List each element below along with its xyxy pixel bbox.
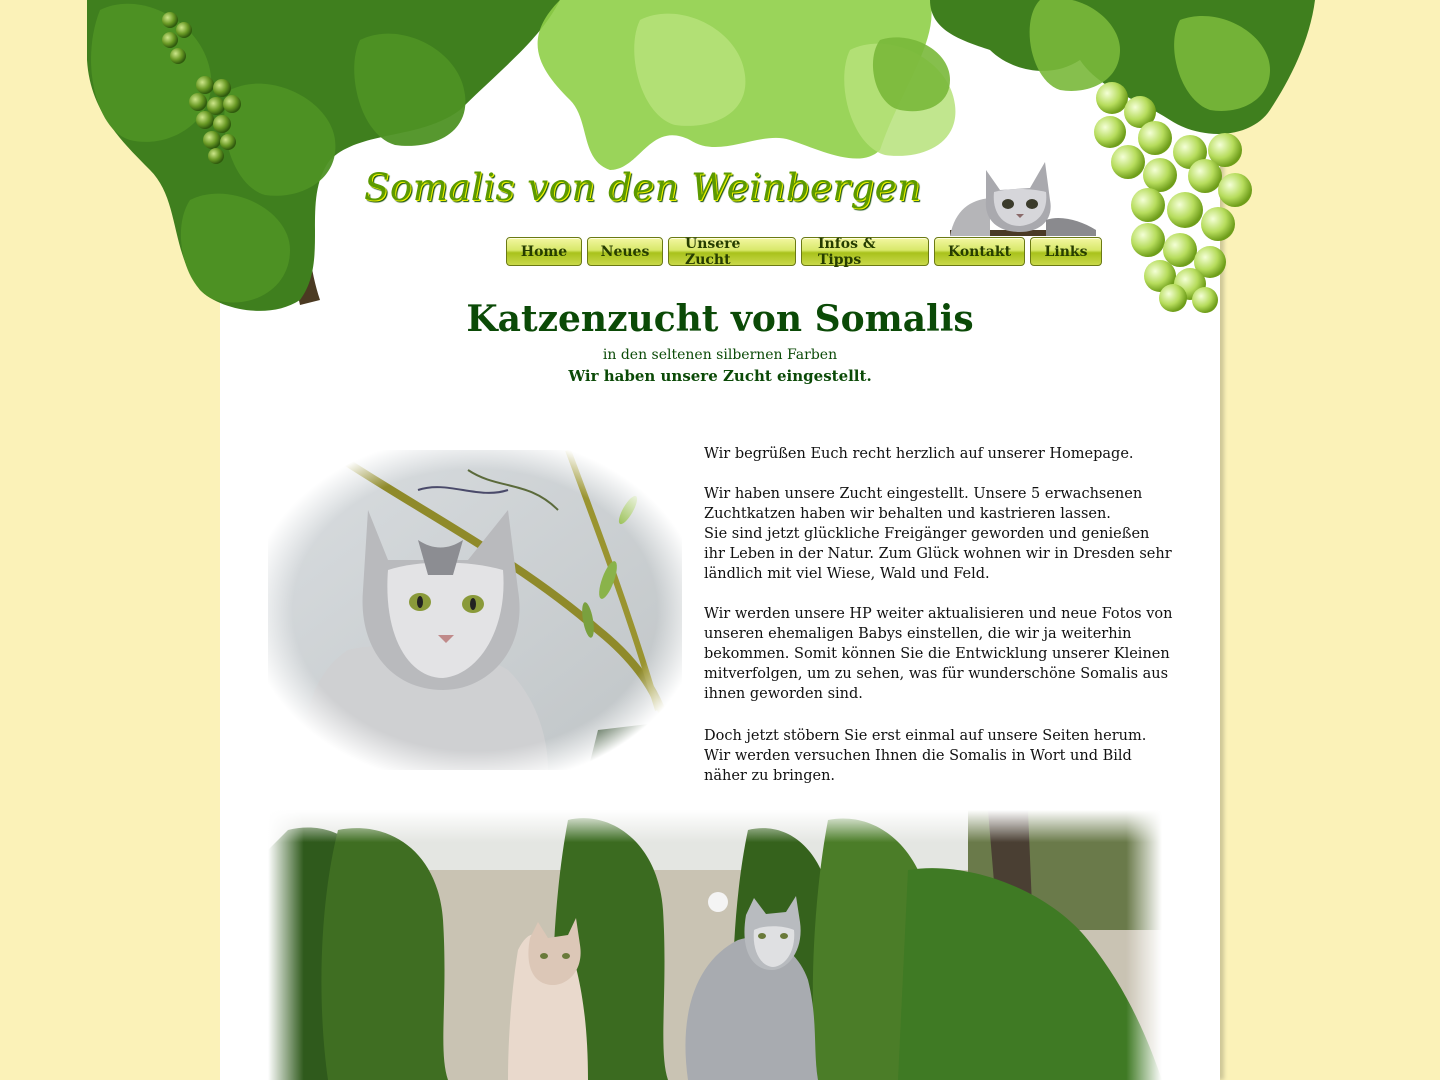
site-title[interactable]: Somalis von den Weinbergen (364, 166, 922, 209)
kitten-image (950, 160, 1096, 236)
nav-home-button[interactable]: Home (506, 237, 582, 266)
header (0, 0, 1440, 320)
browse-text: Doch jetzt stöbern Sie erst einmal auf unsere Seiten herum. (704, 728, 1147, 744)
browse-paragraph (704, 726, 1174, 786)
garden-cats-photo (268, 810, 1162, 1080)
welcome-text (704, 444, 1174, 806)
breeding-stopped-note: Wir haben unsere Zucht eingestellt. (568, 367, 872, 385)
cat-photo (268, 450, 682, 770)
main-nav (506, 237, 1102, 268)
outdoor-text: Sie sind jetzt glückliche Freigänger geworden und genießen ihr Leben in der Natur. Zum Glück wohnen wir in Dresden sehr ländlich mit viel Wiese, Wald und Feld. (704, 526, 1172, 582)
nav-news-button[interactable]: Neues (587, 237, 663, 266)
welcome-paragraph: Wir begrüßen Euch recht herzlich auf unserer Homepage. (704, 446, 1134, 462)
nav-contact-button[interactable]: Kontakt (934, 237, 1025, 266)
nav-links-button[interactable]: Links (1030, 237, 1102, 266)
page-subtitle: in den seltenen silbernen Farben (602, 347, 838, 363)
breeding-text: Wir haben unsere Zucht eingestellt. Unsere 5 erwachsenen Zuchtkatzen haben wir behalten und kastrieren lassen. (704, 486, 1143, 522)
page-title: Katzenzucht von Somalis (466, 298, 974, 340)
nav-breeding-button[interactable]: Unsere Zucht (668, 237, 796, 266)
update-paragraph: Wir werden unsere HP weiter aktualisieren und neue Fotos von unseren ehemaligen Babys einstellen, die wir ja weiterhin bekommen. Somit können Sie die Entwicklung unserer Kleinen mitverfolgen, um zu sehen, was für wunderschöne Somalis aus ihnen geworden sind. (704, 606, 1173, 702)
introduce-text: Wir werden versuchen Ihnen die Somalis in Wort und Bild näher zu bringen. (704, 748, 1132, 784)
grapevine-decoration (0, 0, 1440, 320)
breeding-paragraph (704, 484, 1174, 584)
nav-info-tips-button[interactable]: Infos & Tipps (801, 237, 929, 266)
